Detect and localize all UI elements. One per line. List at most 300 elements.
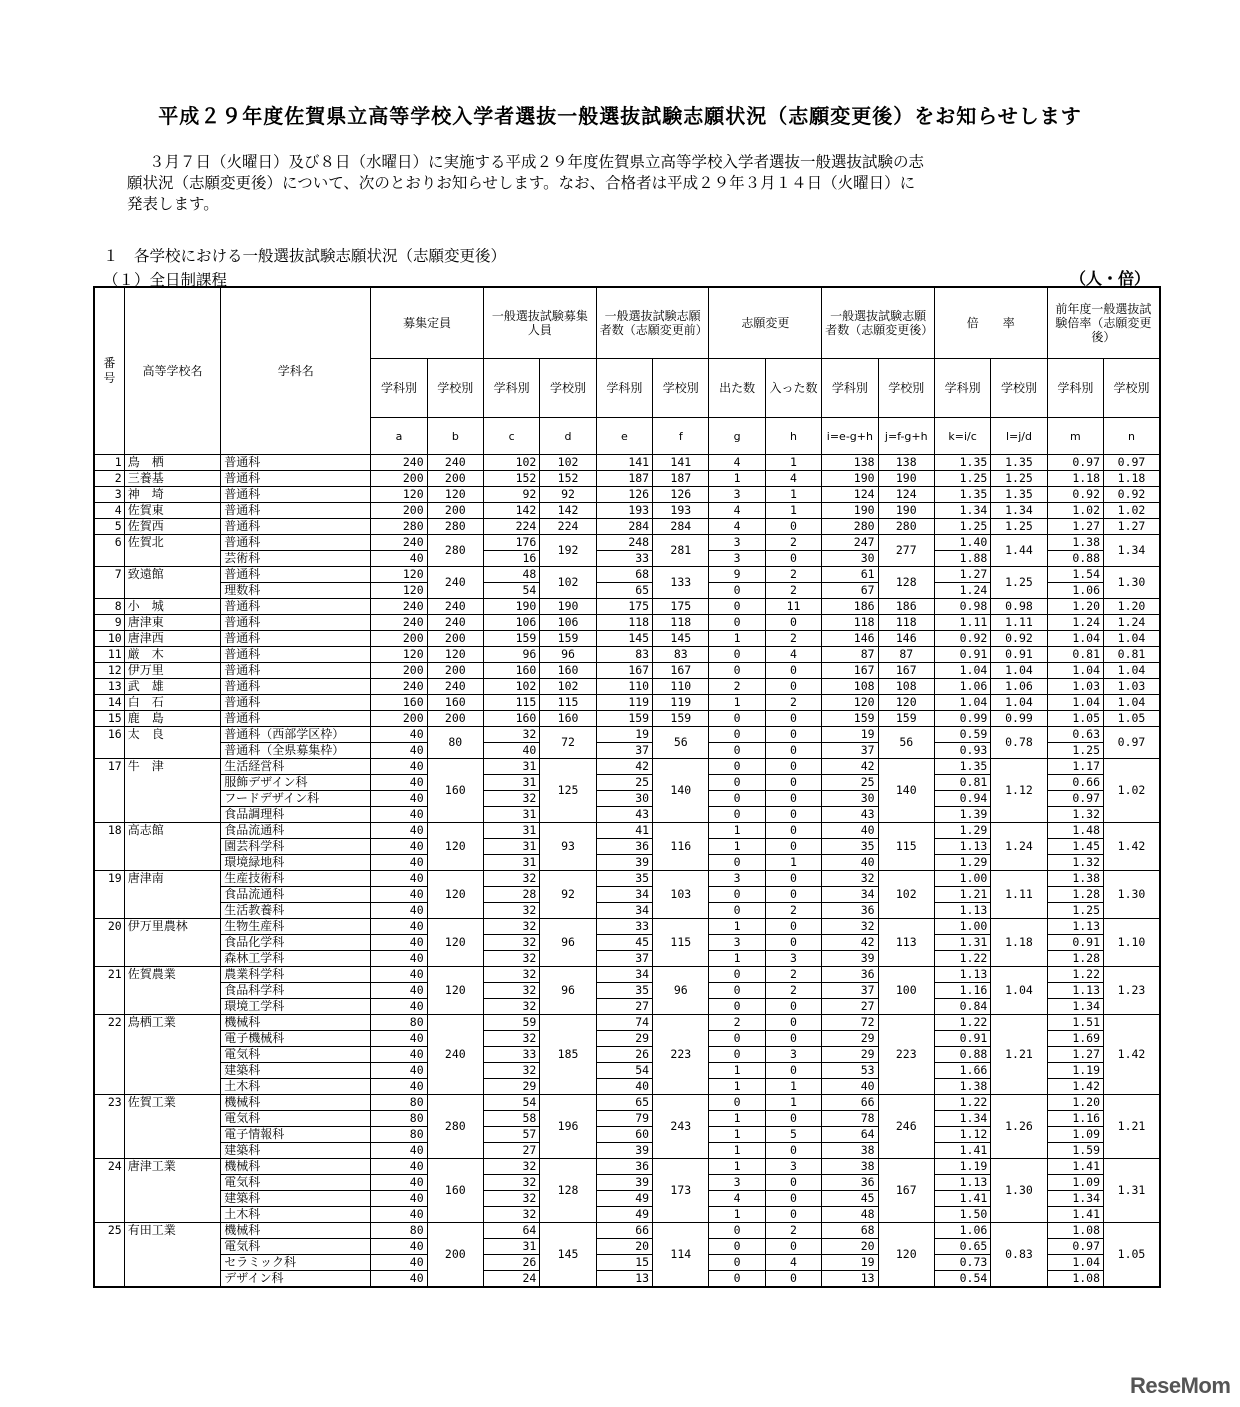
applicants-before-school: 118 (653, 615, 709, 631)
school-name: 唐津東 (124, 615, 221, 631)
applicants-before-school: 243 (653, 1095, 709, 1159)
quota-dept: 32 (484, 791, 540, 807)
applicants-after-dept: 45 (822, 1191, 878, 1207)
dept-name: 普通科（西部学区枠） (221, 727, 371, 743)
table-row (94, 759, 1160, 775)
applicants-after-dept: 190 (822, 503, 878, 519)
quota-dept: 32 (484, 919, 540, 935)
dept-name: 機械科 (221, 1015, 371, 1031)
ratio-school: 0.91 (991, 647, 1047, 663)
header-by-dept: 学科別 (371, 359, 427, 418)
applicants-before-dept: 37 (596, 951, 652, 967)
dept-name: 理数科 (221, 583, 371, 599)
dept-name: 食品流通科 (221, 823, 371, 839)
quota-dept: 54 (484, 1095, 540, 1111)
applicants-after-dept: 78 (822, 1111, 878, 1127)
ratio-school: 1.25 (991, 471, 1047, 487)
applicants-after-dept: 61 (822, 567, 878, 583)
dept-name: 電気科 (221, 1111, 371, 1127)
applicants-before-dept: 54 (596, 1063, 652, 1079)
applicants-after-dept: 280 (822, 519, 878, 535)
capacity-school: 200 (427, 503, 483, 519)
ratio-school: 0.83 (991, 1223, 1047, 1288)
applicants-before-dept: 34 (596, 887, 652, 903)
ratio-school: 1.35 (991, 487, 1047, 503)
ratio-dept: 0.93 (934, 743, 990, 759)
row-number: 6 (94, 535, 124, 567)
change-in: 4 (765, 1255, 821, 1271)
change-out: 0 (709, 807, 765, 823)
change-in: 1 (765, 487, 821, 503)
quota-dept: 32 (484, 983, 540, 999)
row-number: 7 (94, 567, 124, 599)
ratio-dept: 0.91 (934, 1031, 990, 1047)
row-number: 25 (94, 1223, 124, 1288)
applicants-before-dept: 33 (596, 551, 652, 567)
applicants-after-dept: 87 (822, 647, 878, 663)
quota-dept: 142 (484, 503, 540, 519)
dept-name: 普通科 (221, 567, 371, 583)
header-letter: j=f-g+h (878, 418, 934, 455)
dept-name: 農業科学科 (221, 967, 371, 983)
school-name: 佐賀西 (124, 519, 221, 535)
applicants-after-dept: 68 (822, 1223, 878, 1239)
quota-dept: 224 (484, 519, 540, 535)
dept-name: 環境工学科 (221, 999, 371, 1015)
applicants-before-dept: 159 (596, 711, 652, 727)
quota-school: 190 (540, 599, 596, 615)
capacity-dept: 40 (371, 807, 427, 823)
capacity-school: 120 (427, 871, 483, 919)
ratio-school: 1.24 (991, 823, 1047, 871)
prev-ratio-school: 1.02 (1104, 759, 1160, 823)
capacity-dept: 120 (371, 647, 427, 663)
ratio-school: 1.11 (991, 871, 1047, 919)
applicants-before-dept: 126 (596, 487, 652, 503)
quota-school: 106 (540, 615, 596, 631)
prev-ratio-dept: 1.08 (1047, 1271, 1103, 1288)
change-out: 1 (709, 471, 765, 487)
change-out: 1 (709, 919, 765, 935)
quota-dept: 16 (484, 551, 540, 567)
ratio-dept: 1.88 (934, 551, 990, 567)
table-row (94, 1159, 1160, 1175)
header-letter: h (765, 418, 821, 455)
capacity-school: 280 (427, 519, 483, 535)
dept-name: 土木科 (221, 1207, 371, 1223)
ratio-dept: 1.06 (934, 679, 990, 695)
applicants-before-dept: 40 (596, 1079, 652, 1095)
ratio-dept: 0.91 (934, 647, 990, 663)
applicants-before-dept: 43 (596, 807, 652, 823)
applicants-before-dept: 20 (596, 1239, 652, 1255)
ratio-school: 1.12 (991, 759, 1047, 823)
row-number: 9 (94, 615, 124, 631)
resemom-logo: ReseMom (1130, 1373, 1231, 1398)
capacity-dept: 120 (371, 487, 427, 503)
change-in: 0 (765, 727, 821, 743)
ratio-dept: 1.25 (934, 519, 990, 535)
quota-dept: 28 (484, 887, 540, 903)
applicants-before-dept: 79 (596, 1111, 652, 1127)
change-in: 0 (765, 935, 821, 951)
capacity-dept: 40 (371, 1255, 427, 1271)
change-out: 0 (709, 887, 765, 903)
applicants-before-dept: 39 (596, 1175, 652, 1191)
capacity-dept: 40 (371, 775, 427, 791)
dept-name: 生物生産科 (221, 919, 371, 935)
page-title: 平成２９年度佐賀県立高等学校入学者選抜一般選抜試験志願状況（志願変更後）をお知らせします (158, 104, 1082, 128)
prev-ratio-dept: 1.27 (1047, 519, 1103, 535)
prev-ratio-dept: 0.91 (1047, 935, 1103, 951)
quota-dept: 31 (484, 823, 540, 839)
change-out: 1 (709, 839, 765, 855)
applicants-after-dept: 108 (822, 679, 878, 695)
prev-ratio-dept: 1.45 (1047, 839, 1103, 855)
prev-ratio-dept: 1.04 (1047, 631, 1103, 647)
change-out: 2 (709, 679, 765, 695)
applicants-before-school: 175 (653, 599, 709, 615)
prev-ratio-dept: 1.48 (1047, 823, 1103, 839)
header-letter: i=e-g+h (822, 418, 878, 455)
applicants-after-school: 167 (878, 1159, 934, 1223)
change-out: 3 (709, 551, 765, 567)
change-in: 0 (765, 679, 821, 695)
applicants-after-school: 102 (878, 871, 934, 919)
change-in: 0 (765, 1031, 821, 1047)
header-by-school: 学校別 (653, 359, 709, 418)
quota-dept: 32 (484, 871, 540, 887)
applicants-before-dept: 110 (596, 679, 652, 695)
ratio-school: 1.30 (991, 1159, 1047, 1223)
table-body (94, 455, 1160, 1288)
applicants-before-dept: 35 (596, 871, 652, 887)
applicants-before-dept: 42 (596, 759, 652, 775)
change-out: 0 (709, 1271, 765, 1288)
intro-line: 発表します。 (127, 195, 219, 213)
quota-school: 96 (540, 919, 596, 967)
applicants-before-dept: 33 (596, 919, 652, 935)
row-number: 17 (94, 759, 124, 823)
quota-school: 142 (540, 503, 596, 519)
applicants-before-dept: 26 (596, 1047, 652, 1063)
header-out: 出た数 (709, 359, 765, 418)
applicants-before-dept: 68 (596, 567, 652, 583)
quota-dept: 32 (484, 1063, 540, 1079)
quota-dept: 159 (484, 631, 540, 647)
dept-name: 生活教養科 (221, 903, 371, 919)
capacity-school: 280 (427, 535, 483, 567)
applicants-before-dept: 34 (596, 967, 652, 983)
change-out: 0 (709, 1095, 765, 1111)
applicants-before-dept: 193 (596, 503, 652, 519)
applicants-after-school: 87 (878, 647, 934, 663)
prev-ratio-school: 1.23 (1104, 967, 1160, 1015)
dept-name: 食品科学科 (221, 983, 371, 999)
quota-school: 92 (540, 871, 596, 919)
capacity-dept: 40 (371, 935, 427, 951)
ratio-dept: 0.92 (934, 631, 990, 647)
change-in: 0 (765, 663, 821, 679)
school-name: 致遠館 (124, 567, 221, 599)
school-name: 伊万里農林 (124, 919, 221, 967)
quota-dept: 32 (484, 1191, 540, 1207)
applicants-after-dept: 29 (822, 1031, 878, 1047)
capacity-dept: 40 (371, 1143, 427, 1159)
capacity-dept: 40 (371, 1175, 427, 1191)
applicants-after-dept: 186 (822, 599, 878, 615)
capacity-school: 200 (427, 1223, 483, 1288)
applicants-after-dept: 40 (822, 823, 878, 839)
header-letter: n (1104, 418, 1160, 455)
prev-ratio-dept: 1.06 (1047, 583, 1103, 599)
quota-school: 160 (540, 711, 596, 727)
header-by-dept: 学科別 (934, 359, 990, 418)
applicants-before-school: 114 (653, 1223, 709, 1288)
change-out: 0 (709, 1047, 765, 1063)
quota-dept: 27 (484, 1143, 540, 1159)
prev-ratio-dept: 1.24 (1047, 615, 1103, 631)
applicants-after-dept: 19 (822, 727, 878, 743)
ratio-dept: 1.12 (934, 1127, 990, 1143)
dept-name: 食品化学科 (221, 935, 371, 951)
capacity-school: 160 (427, 1159, 483, 1223)
ratio-dept: 1.38 (934, 1079, 990, 1095)
change-out: 1 (709, 1127, 765, 1143)
change-in: 0 (765, 1239, 821, 1255)
applicants-before-dept: 37 (596, 743, 652, 759)
header-ippan-boshu: 一般選抜試験募集人員 (484, 287, 597, 359)
change-out: 1 (709, 1207, 765, 1223)
table-row (94, 727, 1160, 743)
prev-ratio-dept: 1.20 (1047, 1095, 1103, 1111)
change-in: 1 (765, 503, 821, 519)
applicants-after-dept: 64 (822, 1127, 878, 1143)
applicants-before-dept: 41 (596, 823, 652, 839)
quota-dept: 190 (484, 599, 540, 615)
applicants-before-school: 223 (653, 1015, 709, 1095)
applicants-after-dept: 146 (822, 631, 878, 647)
table-row (94, 695, 1160, 711)
table-row (94, 471, 1160, 487)
ratio-dept: 1.24 (934, 583, 990, 599)
quota-school: 115 (540, 695, 596, 711)
header-letter: e (596, 418, 652, 455)
dept-name: 普通科 (221, 487, 371, 503)
row-number: 22 (94, 1015, 124, 1095)
dept-name: 機械科 (221, 1095, 371, 1111)
school-name: 鳥栖工業 (124, 1015, 221, 1095)
applicants-before-dept: 74 (596, 1015, 652, 1031)
change-out: 4 (709, 519, 765, 535)
row-number: 2 (94, 471, 124, 487)
quota-dept: 59 (484, 1015, 540, 1031)
change-in: 2 (765, 903, 821, 919)
capacity-dept: 40 (371, 903, 427, 919)
change-out: 1 (709, 1143, 765, 1159)
school-name: 三養基 (124, 471, 221, 487)
ratio-school: 1.21 (991, 1015, 1047, 1095)
row-number: 19 (94, 871, 124, 919)
change-in: 0 (765, 1271, 821, 1288)
prev-ratio-dept: 1.04 (1047, 695, 1103, 711)
ratio-school: 0.98 (991, 599, 1047, 615)
ratio-school: 1.18 (991, 919, 1047, 967)
applicants-before-dept: 13 (596, 1271, 652, 1288)
capacity-dept: 40 (371, 1239, 427, 1255)
applicants-before-dept: 49 (596, 1207, 652, 1223)
ratio-dept: 1.04 (934, 663, 990, 679)
applicants-after-school: 124 (878, 487, 934, 503)
quota-dept: 32 (484, 1031, 540, 1047)
prev-ratio-school: 0.97 (1104, 455, 1160, 471)
change-out: 1 (709, 631, 765, 647)
quota-dept: 31 (484, 839, 540, 855)
capacity-dept: 80 (371, 1015, 427, 1031)
dept-name: 普通科 (221, 503, 371, 519)
capacity-school: 120 (427, 647, 483, 663)
header-letter: f (653, 418, 709, 455)
quota-dept: 102 (484, 679, 540, 695)
change-out: 1 (709, 1063, 765, 1079)
ratio-dept: 1.00 (934, 871, 990, 887)
capacity-dept: 40 (371, 951, 427, 967)
quota-dept: 106 (484, 615, 540, 631)
change-in: 0 (765, 759, 821, 775)
dept-name: 食品調理科 (221, 807, 371, 823)
header-by-school: 学校別 (540, 359, 596, 418)
prev-ratio-school: 1.02 (1104, 503, 1160, 519)
applicants-before-dept: 39 (596, 1143, 652, 1159)
header-by-school: 学校別 (991, 359, 1047, 418)
capacity-dept: 280 (371, 519, 427, 535)
ratio-dept: 1.39 (934, 807, 990, 823)
change-in: 0 (765, 1207, 821, 1223)
table-row (94, 823, 1160, 839)
prev-ratio-dept: 0.92 (1047, 487, 1103, 503)
prev-ratio-dept: 1.20 (1047, 599, 1103, 615)
applicants-after-dept: 72 (822, 1015, 878, 1031)
applicants-before-dept: 145 (596, 631, 652, 647)
applicants-after-dept: 13 (822, 1271, 878, 1288)
change-out: 0 (709, 967, 765, 983)
prev-ratio-dept: 1.13 (1047, 919, 1103, 935)
change-in: 3 (765, 951, 821, 967)
change-in: 0 (765, 1191, 821, 1207)
prev-ratio-dept: 1.42 (1047, 1079, 1103, 1095)
ratio-school: 1.35 (991, 455, 1047, 471)
change-out: 0 (709, 647, 765, 663)
prev-ratio-dept: 0.81 (1047, 647, 1103, 663)
capacity-dept: 240 (371, 615, 427, 631)
quota-school: 93 (540, 823, 596, 871)
prev-ratio-school: 1.30 (1104, 871, 1160, 919)
capacity-dept: 40 (371, 823, 427, 839)
applicants-before-school: 110 (653, 679, 709, 695)
applicants-before-school: 126 (653, 487, 709, 503)
applicants-before-school: 159 (653, 711, 709, 727)
quota-school: 196 (540, 1095, 596, 1159)
applicants-after-dept: 40 (822, 1079, 878, 1095)
capacity-school: 280 (427, 1095, 483, 1159)
ratio-school: 1.11 (991, 615, 1047, 631)
quota-dept: 33 (484, 1047, 540, 1063)
ratio-dept: 1.04 (934, 695, 990, 711)
school-name: 有田工業 (124, 1223, 221, 1288)
capacity-dept: 80 (371, 1111, 427, 1127)
school-name: 佐賀農業 (124, 967, 221, 1015)
change-out: 0 (709, 1031, 765, 1047)
prev-ratio-dept: 1.34 (1047, 1191, 1103, 1207)
table-row (94, 615, 1160, 631)
prev-ratio-dept: 1.09 (1047, 1175, 1103, 1191)
dept-name: 普通科 (221, 519, 371, 535)
prev-ratio-school: 1.34 (1104, 535, 1160, 567)
ratio-dept: 1.41 (934, 1191, 990, 1207)
dept-name: 電気科 (221, 1047, 371, 1063)
quota-dept: 32 (484, 967, 540, 983)
prev-ratio-school: 1.21 (1104, 1095, 1160, 1159)
prev-ratio-dept: 0.97 (1047, 455, 1103, 471)
header-letter: l=j/d (991, 418, 1047, 455)
quota-school: 152 (540, 471, 596, 487)
quota-dept: 31 (484, 1239, 540, 1255)
prev-ratio-school: 1.20 (1104, 599, 1160, 615)
change-out: 1 (709, 1079, 765, 1095)
capacity-dept: 40 (371, 727, 427, 743)
quota-dept: 102 (484, 455, 540, 471)
change-in: 11 (765, 599, 821, 615)
applicants-before-school: 83 (653, 647, 709, 663)
dept-name: 普通科 (221, 663, 371, 679)
quota-school: 92 (540, 487, 596, 503)
table-row (94, 535, 1160, 551)
change-out: 0 (709, 711, 765, 727)
applicants-after-dept: 30 (822, 791, 878, 807)
ratio-school: 1.44 (991, 535, 1047, 567)
applicants-after-dept: 124 (822, 487, 878, 503)
quota-dept: 32 (484, 1175, 540, 1191)
capacity-dept: 40 (371, 887, 427, 903)
header-shigan-after: 一般選抜試験志願者数（志願変更後） (822, 287, 935, 359)
change-out: 3 (709, 1175, 765, 1191)
applicants-after-school: 113 (878, 919, 934, 967)
applicants-before-school: 56 (653, 727, 709, 759)
change-in: 4 (765, 471, 821, 487)
ratio-dept: 1.34 (934, 1111, 990, 1127)
change-out: 1 (709, 1159, 765, 1175)
ratio-dept: 1.22 (934, 951, 990, 967)
ratio-dept: 1.13 (934, 903, 990, 919)
ratio-school: 1.06 (991, 679, 1047, 695)
capacity-dept: 240 (371, 679, 427, 695)
prev-ratio-school: 1.30 (1104, 567, 1160, 599)
prev-ratio-school: 1.03 (1104, 679, 1160, 695)
quota-dept: 31 (484, 775, 540, 791)
applicants-after-dept: 30 (822, 551, 878, 567)
quota-school: 102 (540, 567, 596, 599)
ratio-school: 1.25 (991, 567, 1047, 599)
prev-ratio-dept: 1.41 (1047, 1207, 1103, 1223)
row-number: 12 (94, 663, 124, 679)
capacity-dept: 40 (371, 1159, 427, 1175)
ratio-school: 1.26 (991, 1095, 1047, 1159)
dept-name: セラミック科 (221, 1255, 371, 1271)
dept-name: 建築科 (221, 1063, 371, 1079)
capacity-dept: 160 (371, 695, 427, 711)
header-by-school: 学校別 (1104, 359, 1160, 418)
change-in: 2 (765, 695, 821, 711)
